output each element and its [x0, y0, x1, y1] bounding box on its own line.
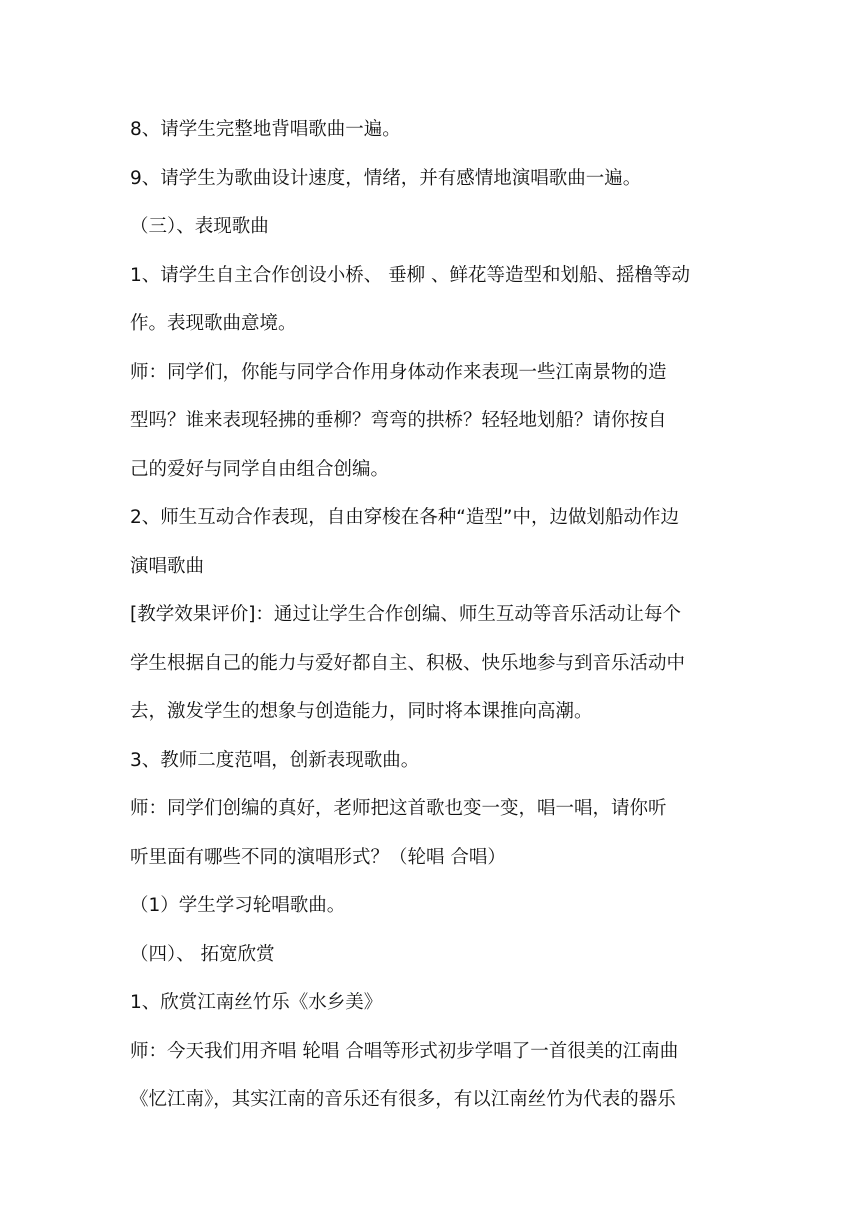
text-line: 型吗？谁来表现轻拂的垂柳？弯弯的拱桥？轻轻地划船？请你按自 — [130, 410, 667, 431]
text-line: 1、请学生自主合作创设小桥、 垂柳 、鲜花等造型和划船、摇橹等动 — [130, 264, 691, 286]
paragraph-teacher-prompt-3 — [130, 1028, 730, 1125]
text-line: 演唱歌曲 — [130, 555, 205, 577]
document-body — [130, 106, 730, 1125]
text-line: 师：同学们创编的真好，老师把这首歌也变一变，唱一唱，请你听 — [130, 798, 667, 819]
paragraph-teacher-prompt-1 — [130, 349, 730, 495]
text-line: 师：今天我们用齐唱 轮唱 合唱等形式初步学唱了一首很美的江南曲 — [130, 1040, 679, 1062]
text-line: 己的爱好与同学自由组合创编。 — [130, 458, 390, 480]
text-line: 作。表现歌曲意境。 — [130, 313, 297, 334]
text-line: 听里面有哪些不同的演唱形式？（轮唱 合唱） — [130, 846, 506, 868]
paragraph-appreciation-1 — [130, 979, 730, 1028]
text-line: 2、师生互动合作表现，自由穿梭在各种“造型”中，边做划船动作边 — [130, 507, 679, 528]
paragraph-step-1 — [130, 252, 730, 349]
text-line: 1、欣赏江南丝竹乐《水乡美》 — [130, 992, 383, 1013]
text-line: 9、请学生为歌曲设计速度，情绪，并有感情地演唱歌曲一遍。 — [130, 167, 642, 189]
text-line: （三）、表现歌曲 — [130, 216, 269, 237]
text-line: （1）学生学习轮唱歌曲。 — [130, 895, 346, 916]
paragraph-step-3 — [130, 737, 730, 786]
text-line: （四）、 拓宽欣赏 — [130, 943, 275, 965]
text-line: 学生根据自己的能力与爱好都自主、积极、快乐地参与到音乐活动中 — [130, 652, 686, 674]
text-line: 《忆江南》，其实江南的音乐还有很多，有以江南丝竹为代表的器乐 — [130, 1089, 676, 1110]
text-line: 8、请学生完整地背唱歌曲一遍。 — [130, 119, 401, 140]
paragraph-step-9 — [130, 155, 730, 204]
text-line: 3、教师二度范唱，创新表现歌曲。 — [130, 749, 420, 771]
text-line: 去，激发学生的想象与创造能力，同时将本课推向高潮。 — [130, 701, 593, 722]
paragraph-evaluation — [130, 591, 730, 737]
paragraph-step-2 — [130, 494, 730, 591]
text-line: 师：同学们，你能与同学合作用身体动作来表现一些江南景物的造 — [130, 361, 667, 383]
section-heading-4 — [130, 931, 730, 980]
paragraph-step-8 — [130, 106, 730, 155]
paragraph-substep-1 — [130, 882, 730, 931]
text-line: [教学效果评价]：通过让学生合作创编、师生互动等音乐活动让每个 — [130, 604, 681, 625]
section-heading-3 — [130, 203, 730, 252]
paragraph-teacher-prompt-2 — [130, 785, 730, 882]
